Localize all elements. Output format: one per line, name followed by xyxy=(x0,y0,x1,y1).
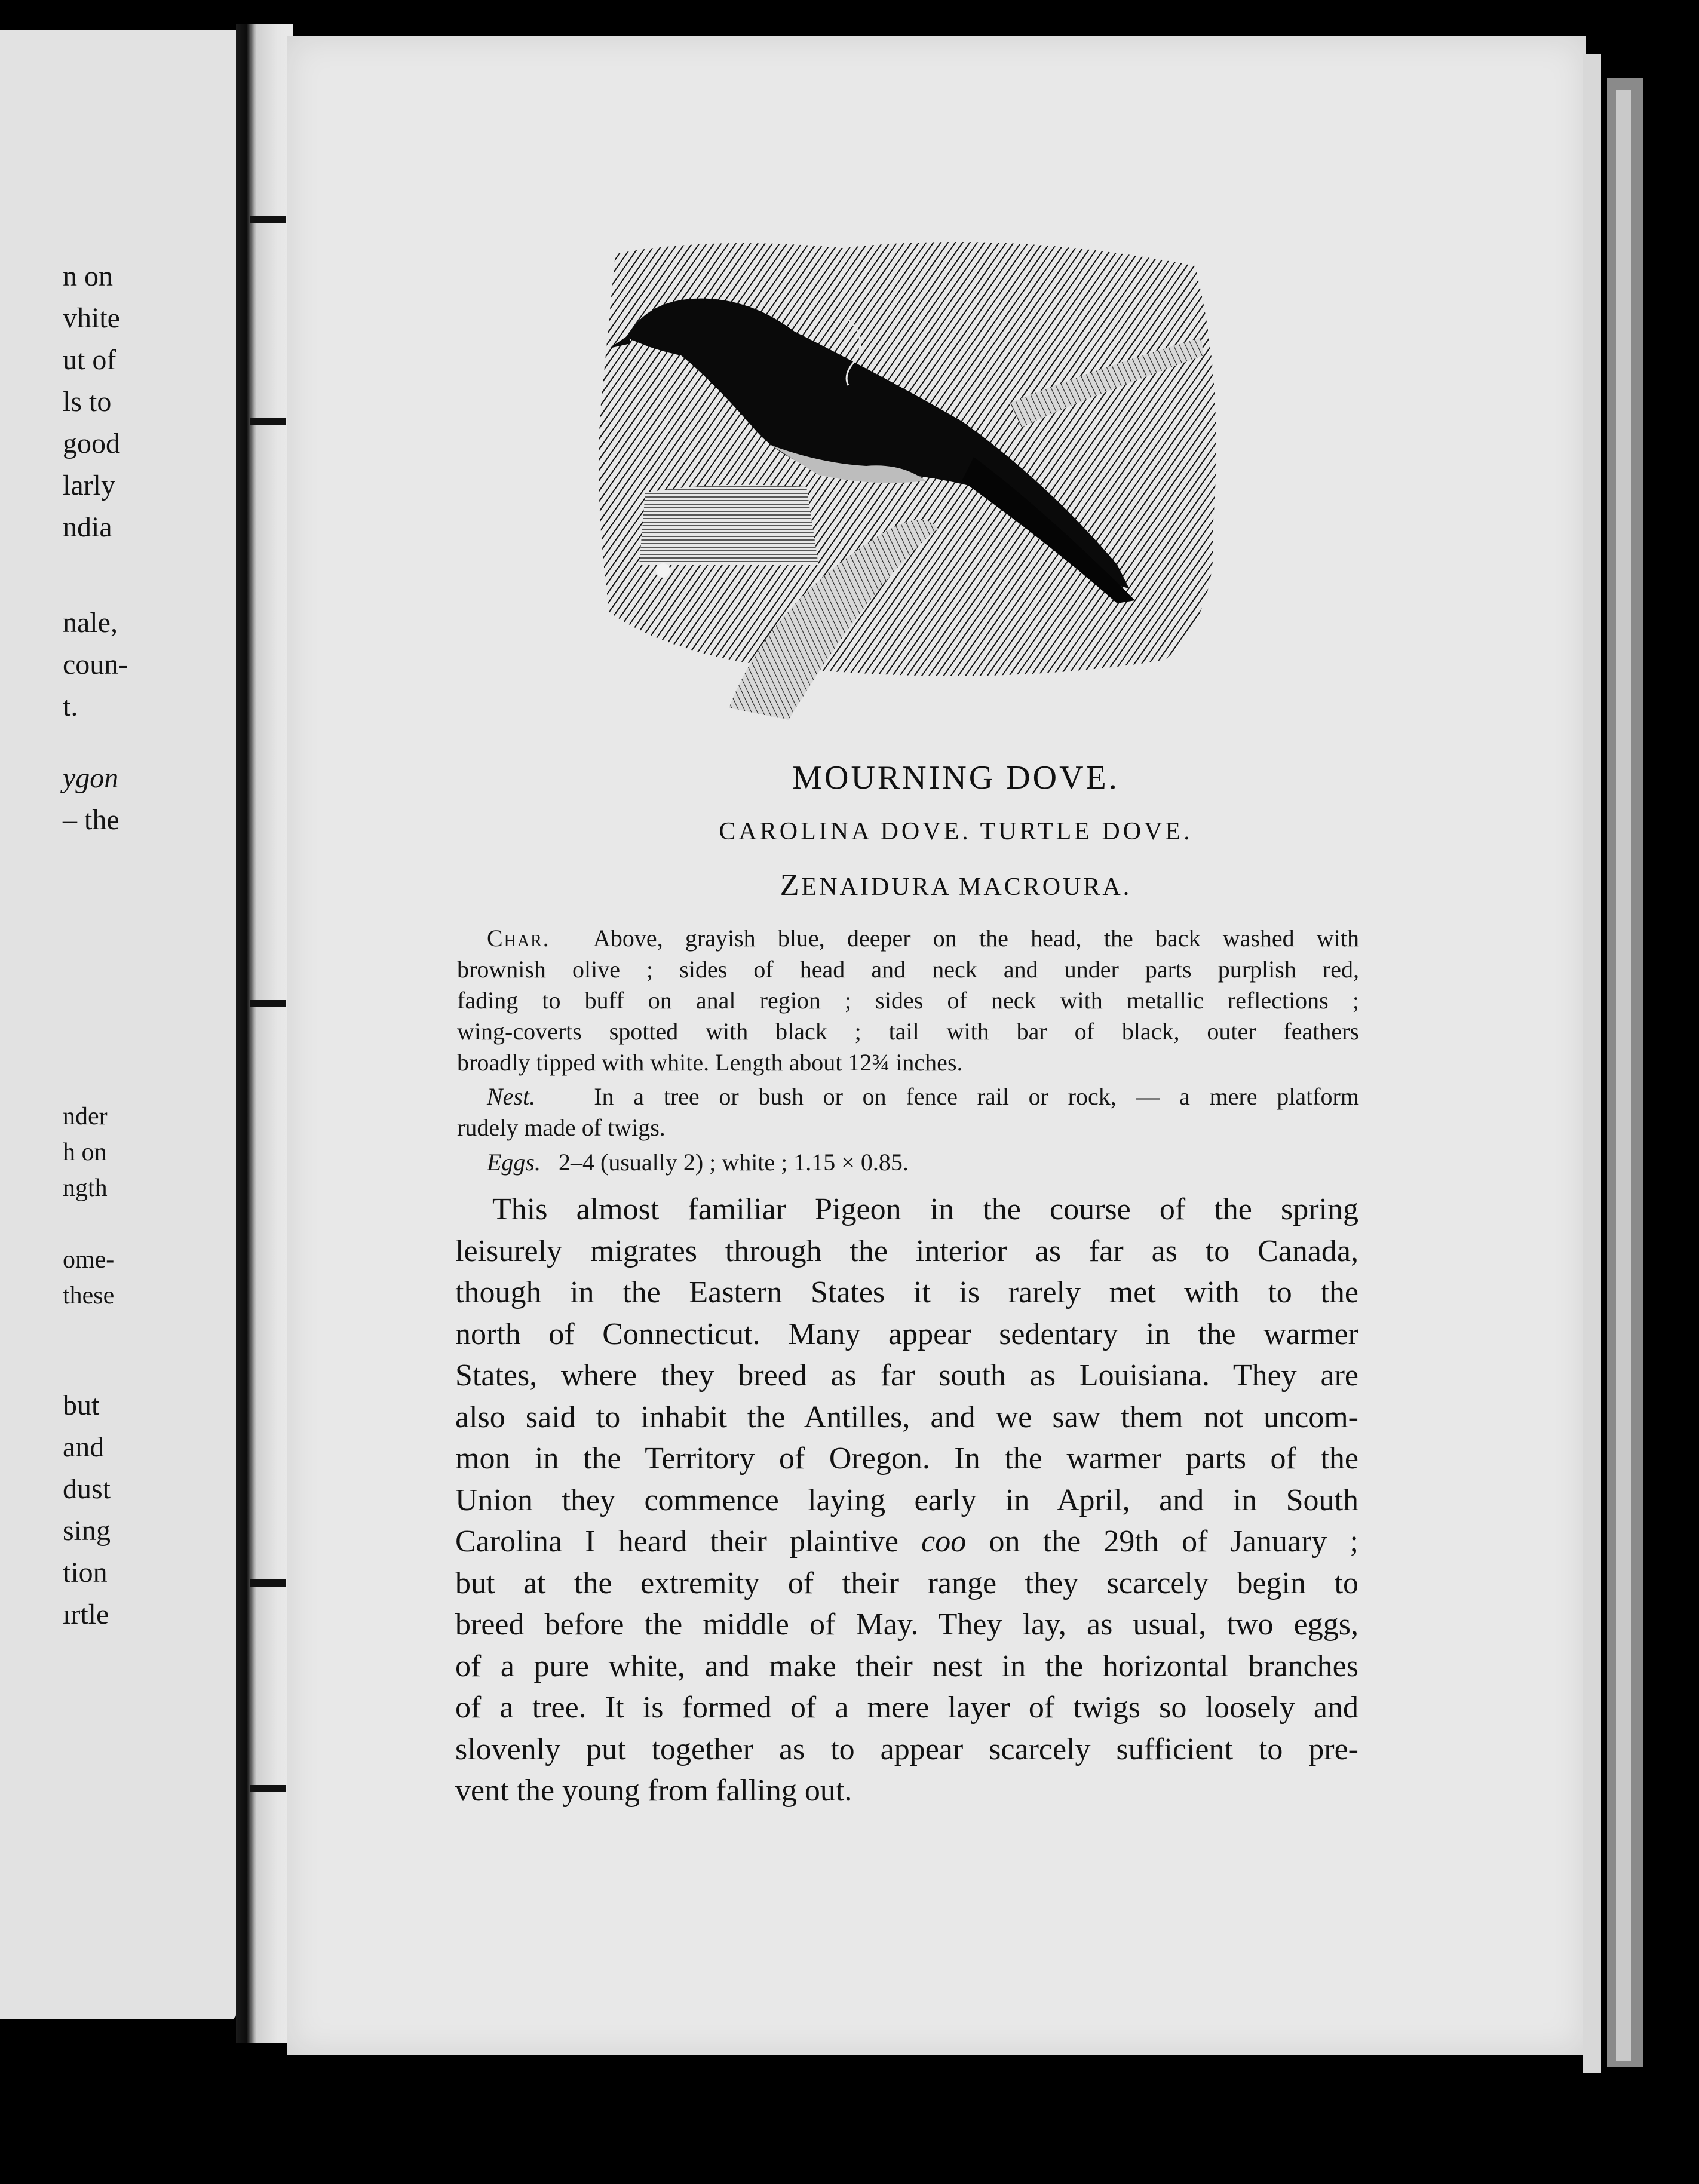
eggs-text: 2–4 (usually 2) ; white ; 1.15 × 0.85. xyxy=(559,1149,909,1176)
eggs-label: Eggs. xyxy=(487,1149,541,1176)
char-line-5 xyxy=(457,1047,1359,1078)
left-page-fragment: nder xyxy=(63,1103,108,1130)
scientific-name-initial: Z xyxy=(780,868,802,902)
body-line: vent the young from falling out. xyxy=(455,1774,852,1808)
binding-stitch xyxy=(250,418,286,425)
page-edge xyxy=(1616,90,1631,2061)
char-text: wing-coverts spotted with black ; tail with bar of black, outer feathers xyxy=(457,1018,1359,1045)
left-page-fragment: h on xyxy=(63,1139,107,1166)
binding-stitch xyxy=(250,1000,286,1007)
body-line: This almost familiar Pigeon in the course of the spring xyxy=(492,1192,1358,1226)
left-page-fragment: t. xyxy=(63,691,78,722)
left-page-fragment: nale, xyxy=(63,607,118,639)
scientific-name xyxy=(106,867,1699,903)
body-line: though in the Eastern States it is rarely met with to the xyxy=(455,1275,1358,1309)
char-line-3 xyxy=(457,985,1359,1016)
body-line: north of Connecticut. Many appear sedentary in the warmer xyxy=(455,1317,1358,1351)
left-page-fragment: larly xyxy=(63,470,115,501)
char-text: Above, grayish blue, deeper on the head, the back washed with xyxy=(593,925,1359,952)
nest-line-2 xyxy=(457,1112,1359,1143)
left-page xyxy=(0,30,236,2019)
char-text: broadly tipped with white. Length about 12¾ inches. xyxy=(457,1049,963,1076)
left-page-fragment: ygon xyxy=(63,762,119,794)
nest-text: rudely made of twigs. xyxy=(457,1114,666,1141)
char-label: Char. xyxy=(487,925,550,952)
left-page-fragment: dust xyxy=(63,1473,111,1505)
scientific-name-rest: ENAIDURA MACROURA. xyxy=(801,873,1132,901)
left-page-fragment: ırtle xyxy=(63,1599,109,1630)
left-page-fragment: good xyxy=(63,428,120,459)
body-line: leisurely migrates through the interior as far as to Canada, xyxy=(455,1234,1358,1268)
char-line-1 xyxy=(457,923,1359,954)
left-page-fragment: coun- xyxy=(63,649,128,680)
nest-text: In a tree or bush or on fence rail or rock, — a mere platform xyxy=(594,1083,1359,1110)
body-line: also said to inhabit the Antilles, and we saw them not uncom- xyxy=(455,1400,1358,1434)
left-page-fragment: ndia xyxy=(63,511,112,543)
body-line: States, where they breed as far south as Louisiana. They are xyxy=(455,1358,1358,1392)
left-page-fragment: vhite xyxy=(63,302,120,334)
left-page-fragment: ut of xyxy=(63,344,116,376)
left-page-fragment: n on xyxy=(63,260,113,292)
body-paragraph xyxy=(455,1189,1358,1812)
page-edge xyxy=(1583,54,1601,2073)
left-page-fragment: tion xyxy=(63,1557,108,1588)
nest-label: Nest. xyxy=(487,1083,536,1110)
body-line: breed before the middle of May. They lay, as usual, two eggs, xyxy=(455,1608,1358,1642)
left-page-fragment: these xyxy=(63,1282,115,1309)
left-page-fragment: – the xyxy=(63,804,119,836)
char-line-4 xyxy=(457,1016,1359,1047)
book-gutter xyxy=(236,24,293,2043)
binding-stitch xyxy=(250,216,286,223)
body-line: mon in the Territory of Oregon. In the warmer parts of the xyxy=(455,1441,1358,1476)
char-text: brownish olive ; sides of head and neck and under parts purplish red, xyxy=(457,956,1359,983)
left-page-fragment: and xyxy=(63,1431,105,1463)
mourning-dove-engraving xyxy=(591,230,1237,720)
eggs-line xyxy=(457,1147,1359,1178)
body-line: of a tree. It is formed of a mere layer of twigs so loosely and xyxy=(455,1691,1358,1725)
char-line-2 xyxy=(457,954,1359,985)
italic-word: coo xyxy=(921,1524,967,1559)
left-page-fragment: ls to xyxy=(63,386,112,418)
left-page-fragment: sing xyxy=(63,1515,111,1547)
left-page-fragment: but xyxy=(63,1389,100,1421)
species-synonyms: CAROLINA DOVE. TURTLE DOVE. xyxy=(719,818,1193,845)
char-text: fading to buff on anal region ; sides of neck with metallic reflections ; xyxy=(457,987,1359,1014)
body-line: Union they commence laying early in April, and in South xyxy=(455,1483,1358,1517)
binding-stitch xyxy=(250,1579,286,1587)
body-line: but at the extremity of their range they scarcely begin to xyxy=(455,1566,1358,1600)
body-line: of a pure white, and make their nest in the horizontal branches xyxy=(455,1649,1358,1683)
body-line: slovenly put together as to appear scarcely sufficient to pre- xyxy=(455,1732,1358,1766)
left-page-fragment: ngth xyxy=(63,1174,108,1202)
species-title: MOURNING DOVE. xyxy=(792,759,1120,796)
body-line-part: Carolina I heard their plaintive xyxy=(455,1524,922,1559)
binding-stitch xyxy=(250,1785,286,1792)
nest-line-1 xyxy=(457,1081,1359,1112)
left-page-fragment: ome- xyxy=(63,1246,115,1274)
body-line xyxy=(455,1521,1358,1563)
body-line-part: on the 29th of January ; xyxy=(966,1524,1359,1559)
